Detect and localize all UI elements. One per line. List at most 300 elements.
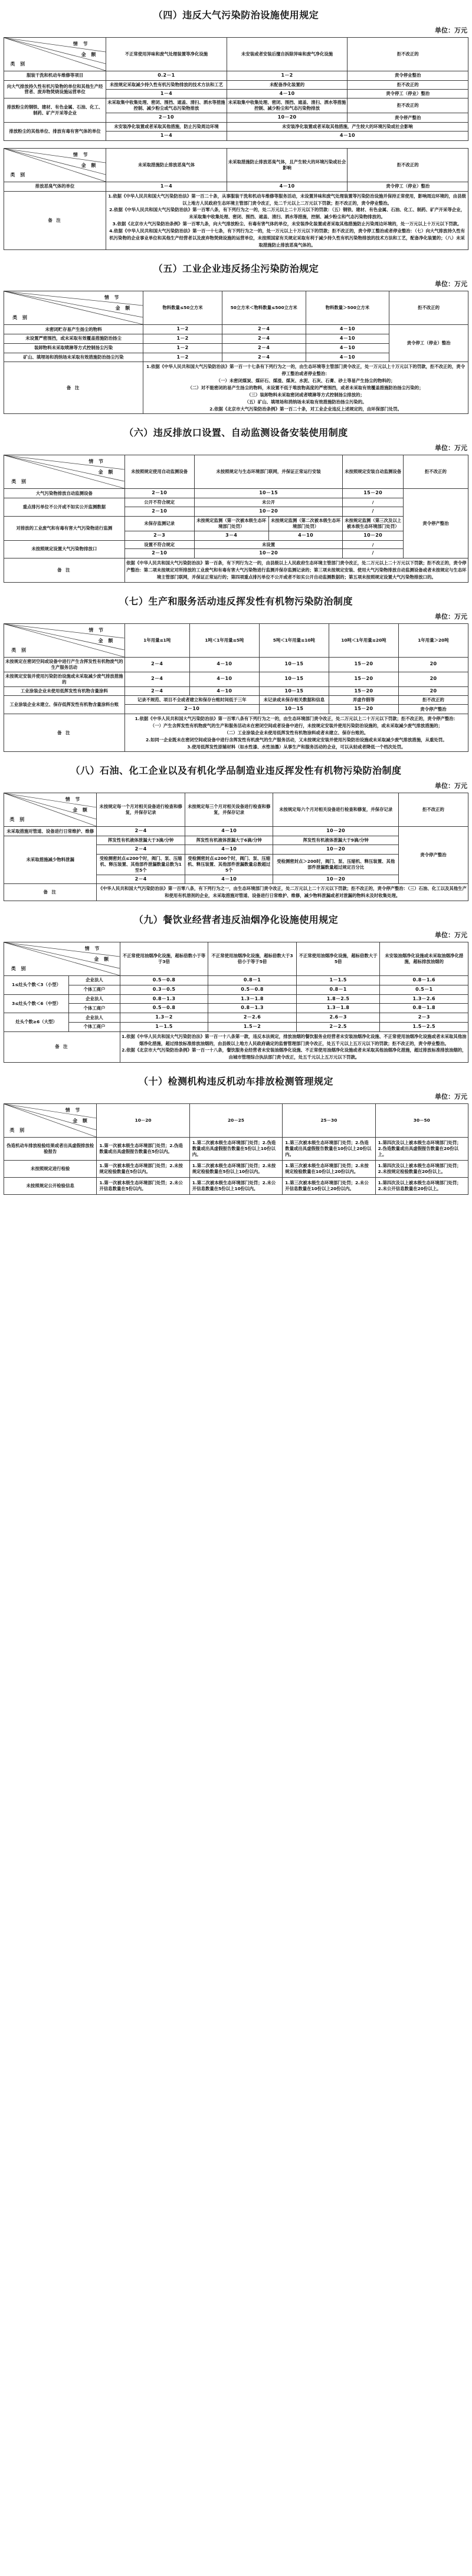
corner-header-cell (4, 148, 106, 182)
condition-text: 1.第二次被本级生态环境部门处罚；2.未公开信息数量在5份以上10份以内。 (189, 1177, 282, 1194)
corner-label-amount: 金 额 (94, 956, 111, 962)
penalty-result: 责令停工（停业）整治 (348, 89, 468, 98)
penalty-value: 15－20 (329, 672, 398, 686)
condition-text: 未按规定采取减少持久性有机污染物排放的技术方法和工艺 (106, 80, 227, 89)
table-row (4, 489, 468, 498)
table-section-10 (4, 1103, 468, 1195)
corner-label-category: 类 别 (11, 479, 28, 485)
penalty-value: 10－15 (259, 657, 329, 672)
penalty-result: 责令停产整治 (348, 113, 468, 123)
row-category: 工业涂装企业未使用低挥发性有机物含量涂料 (4, 686, 125, 696)
penalty-value: 1.3－1.8 (208, 994, 297, 1004)
penalty-result: 责令停工（停业）整治 (389, 325, 468, 362)
penalty-value: 10－15 (259, 686, 329, 696)
row-category: 未按规定在密闭空间或设备中进行产生含挥发性有机物废气的生产服务活动 (4, 657, 125, 672)
penalty-value: 10－20 (273, 875, 398, 884)
row-category: 未密闭贮存易产生扬尘的物料 (4, 325, 143, 334)
condition-text: 受检测密封点≤200个时，阀门、泵、压缩机、释压装置、其他部件泄漏数量总数为1至5个 (97, 854, 185, 875)
condition-text: 1.第四次及以上被本级生态环境部门处罚；2.伪造数量或出具虚假报告数量在20份以上。 (375, 1137, 468, 1160)
column-header: 1年用量≤1吨 (124, 623, 189, 657)
section-title-8: （八）石油、化工企业以及有机化学品制造业违反挥发性有机物污染防治制度 (70, 765, 402, 777)
penalty-value: 3－4 (194, 531, 268, 540)
table-row (4, 123, 468, 132)
notes-body (120, 1031, 468, 1062)
table-section-7 (4, 623, 468, 753)
corner-label-circumstance: 情 节 (65, 797, 82, 803)
table-row (4, 657, 468, 672)
corner-header-cell (4, 291, 143, 325)
penalty-value: 4－10 (227, 89, 348, 98)
table-row (4, 994, 468, 1004)
penalty-value: 1.3－1.8 (296, 1004, 380, 1013)
unit-label-8: 单位：万元 (435, 782, 467, 790)
condition-text: 1.第二次被本级生态环境部门处罚；2.伪造数量或出具虚假报告数量在5份以上10份以内。 (189, 1137, 282, 1160)
table-section-4 (4, 37, 468, 141)
penalty-value: 4－10 (185, 845, 273, 854)
column-header: 未按规定每六个月对相关设备进行检查和修复，并保存记录 (273, 793, 398, 827)
notes-row (4, 558, 468, 583)
column-header: 10吨＜1年用量≤20吨 (329, 623, 398, 657)
row-category: 工业涂装企业未建立、保存低挥发性有机物含量涂料台账 (4, 696, 125, 714)
column-header: 拒不改正的 (348, 148, 468, 182)
column-header: 25－30 (283, 1103, 375, 1137)
condition-text: 未按规定监测（第二次被本级生态环境部门处罚） (268, 516, 343, 531)
penalty-value: 1.5－2.5 (380, 1022, 468, 1031)
corner-label-circumstance: 情 节 (88, 627, 106, 633)
row-category: 伪造机动车排放检验结果或者出具虚假排放检验报告 (4, 1137, 97, 1160)
penalty-value: 2－10 (106, 113, 227, 123)
penalty-value: 4－10 (306, 334, 389, 344)
condition-text: 1.第一次被本级生态环境部门处罚；2.未按规定检验数量在5份以内。 (97, 1160, 189, 1177)
notes-row (4, 884, 468, 901)
condition-text: 1.第四次及以上被本级生态环境部门处罚；2.未公开信息数量在20份以上。 (375, 1177, 468, 1194)
notes-label: 备 注 (4, 362, 143, 414)
corner-label-amount: 金 额 (81, 51, 98, 57)
penalty-value: 20 (398, 672, 468, 686)
note-item: （三）装卸物料未采取密闭或者喷淋等方式控制扬尘排放的； (247, 392, 365, 397)
corner-label-circumstance: 情 节 (73, 152, 90, 157)
corner-label-category: 类 别 (10, 61, 27, 67)
note-item: （五）矿山、填埋场和消纳场未采取有效措施防治扬尘污染的。 (244, 399, 367, 405)
condition-text: 挥发性有机液体泄漏大于6滴/分钟 (185, 836, 273, 845)
corner-label-circumstance: 情 节 (73, 41, 90, 47)
note-item: 3.依据《北京市大气污染防治条例》第一百零九条，向大气排放粉尘、有毒有害气体的单位，未安装净化装置或者采取其他措施防止污染周边环境的，处一万元以上十万元以下罚款。 (112, 221, 462, 227)
penalty-value: 2－4 (124, 672, 189, 686)
penalty-value: 15－20 (343, 489, 403, 498)
corner-header-cell (4, 793, 97, 827)
row-category: 装卸物料未采取喷淋等方式控制扬尘污染 (4, 343, 143, 353)
table-row (4, 1177, 468, 1194)
notes-label: 备 注 (4, 714, 125, 752)
corner-label-amount: 金 额 (98, 469, 115, 475)
table-header-row (4, 1103, 468, 1137)
note-item: 2.依据《北京市大气污染防治条例》第一百一十八条，餐饮服务业经营者未安装油烟净化设施、不正常使用油烟净化设施或者未采取其他油烟净化措施，超过排放标准排放油烟的，由城市管理综合执法部门责令改正，处五千元以上五万元以下罚款。 (122, 1047, 467, 1060)
penalty-value: / (343, 507, 403, 516)
column-header: 1年用量＞20吨 (398, 623, 468, 657)
table-row (4, 696, 468, 705)
penalty-result: 责令停工（停业）整治 (348, 182, 468, 191)
column-header: 物料数量＞500立方米 (306, 291, 389, 325)
column-header: 30－50 (375, 1103, 468, 1137)
condition-text: 未安装净化装置或者采取其他措施，防止污染周边环境 (106, 123, 227, 132)
column-header: 物料数量≤50立方米 (143, 291, 222, 325)
column-header: 未按照规定与生态环境部门联网，并保证正常运行安装 (194, 455, 343, 489)
note-item: （二）工业涂装企业未使用低挥发性有机物涂料或者未建立、保存台账的。 (224, 730, 369, 735)
row-category: 排放粉尘的钢铁、建材、有色金属、石油、化工、制药、矿产开采等企业 (4, 98, 106, 123)
table-row (4, 1160, 468, 1177)
table-header-row (4, 942, 468, 975)
table-section-4b (4, 148, 468, 251)
penalty-value: 10－20 (194, 549, 343, 558)
penalty-value: 4－10 (306, 325, 389, 334)
note-item: 1.依据《中华人民共和国大气污染防治法》第一百零八条有下列行为之一的，由生态环境部门责令改正，处二万元以上二十万元以下罚款；拒不改正的，责令停产整治： (135, 716, 458, 722)
penalty-value: 1－1.5 (296, 975, 380, 985)
column-header: 拒不改正的 (348, 37, 468, 71)
note-item: 2.如同一企业既未在密闭空间或设备中进行含挥发性有机废气的生产服务活动，又未按规定安装并使用污染防治设施或未采取减少废气排放措施，从重处罚。 (146, 737, 447, 742)
table-section-9 (4, 942, 468, 1063)
column-header: 1吨＜1年用量≤5吨 (189, 623, 259, 657)
row-category: 1≤灶头个数＜3（小型） (4, 975, 69, 994)
corner-header-cell (4, 623, 125, 657)
section-title-5: （五）工业企业违反扬尘污染防治规定 (153, 263, 319, 275)
column-header: 未安装或者安装后擅自拆除异味和废气净化设施 (227, 37, 348, 71)
corner-label-category: 类 别 (9, 1128, 27, 1133)
table-row (4, 80, 468, 89)
column-header: 50立方米＜物料数量≤500立方米 (222, 291, 306, 325)
penalty-value: 20 (398, 657, 468, 672)
notes-label: 备 注 (4, 191, 106, 250)
penalty-value: 15－20 (329, 657, 398, 672)
penalty-value: 1.8－2.5 (296, 994, 380, 1004)
penalty-value: 10－20 (227, 113, 348, 123)
penalty-value: 1－2 (143, 353, 222, 362)
condition-text: 公开不符合规定 (124, 498, 194, 507)
penalty-value: 10－15 (259, 705, 329, 714)
penalty-value: 1.3－2.6 (380, 994, 468, 1004)
note-item: （一）产生含挥发性有机物废气的生产和服务活动未在密闭空间或者设备中进行，未按规定安装并使用污染防治设施的，或未采取减少废气排放措施的； (150, 722, 442, 728)
row-category: 未按照规定进行检验 (4, 1160, 97, 1177)
notes-body (97, 884, 468, 901)
condition-text: 1.第二次被本级生态环境部门处罚；2.未按规定检验数量在5份以上10份以内。 (189, 1160, 282, 1177)
corner-label-amount: 金 额 (81, 162, 98, 168)
row-subject: 企业法人 (69, 1013, 120, 1023)
table-row (4, 540, 468, 549)
column-header: 未按规定每一个月对相关设备进行检查和修复，并保存记录 (97, 793, 185, 827)
penalty-value: 0.8－1 (208, 975, 297, 985)
penalty-result: 拒不改正的 (348, 98, 468, 113)
penalty-value: 1－1.5 (120, 1022, 208, 1031)
penalty-value: 0.3－0.5 (120, 985, 208, 994)
note-item: 1.依据《中华人民共和国大气污染防治法》第一百一十七条有下列行为之一的，由生态环境等主管部门责令改正，处一万元以上十万元以下的罚款，拒不改正的，责令停工整治或者停业整治： (146, 364, 466, 377)
row-category: 排放恶臭气体的单位 (4, 182, 106, 191)
condition-text: 1.第三次被本级生态环境部门处罚；2.伪造数量或出具虚假报告数量在10份以上20份以内。 (283, 1137, 375, 1160)
condition-text: 1.第一次被本级生态环境部门处罚；2.未公开信息数量在5份以内。 (97, 1177, 189, 1194)
table-section-5 (4, 291, 468, 414)
table-row (4, 985, 468, 994)
penalty-result: 责令停产整治 (398, 705, 468, 714)
column-header: 未按照规定安装自动监测设备 (343, 455, 403, 489)
table-row (4, 71, 468, 80)
condition-text: 弄虚作假等 (329, 696, 398, 705)
penalty-value: 1－2 (143, 334, 222, 344)
condition-text: 未配备净化装置的 (227, 80, 348, 89)
corner-label-circumstance: 情 节 (65, 1107, 82, 1113)
unit-label-6: 单位：万元 (435, 444, 467, 452)
penalty-value: 4－10 (306, 353, 389, 362)
column-header: 不正常使用异味和废气处理装置等净化设施 (106, 37, 227, 71)
row-subject: 个体工商户 (69, 1004, 120, 1013)
row-category: 3≤灶头个数＜6（中型） (4, 994, 69, 1013)
penalty-value: 0.5－0.8 (208, 985, 297, 994)
penalty-value: 10－20 (273, 827, 398, 836)
table-row (4, 1137, 468, 1160)
penalty-value: 0.8－1.3 (208, 1004, 297, 1013)
penalty-value: 2－2.6 (208, 1013, 297, 1023)
penalty-value: 4－10 (185, 827, 273, 836)
corner-label-category: 类 别 (9, 817, 27, 823)
column-header: 未采取措施防止排放恶臭气体，且产生较大的环境污染或社会影响 (227, 148, 348, 182)
corner-label-category: 类 别 (11, 647, 28, 653)
condition-text: 未按规定监测（第一次被本级生态环境部门处罚） (194, 516, 268, 531)
note-item: 《中华人民共和国大气污染防治法》第一百零八条，有下列行为之一，由生态环境部门责令改正，处二万元以上二十万元以下罚款；拒不改正的，责令停产整治：（三）石油、化工以及其他生产和使用有机溶剂的企业，未采取措施对管道、设备进行日常维护、维修，减少物料泄漏或者对泄漏的物料未及时收集处理。 (98, 886, 467, 899)
penalty-value: 0.8－1.6 (380, 975, 468, 985)
row-category: 未设置严密围挡，或未采取有效覆盖措施防治扬尘 (4, 334, 143, 344)
condition-text: 挥发性有机液体泄漏大于9滴/分钟 (273, 836, 398, 845)
row-category: 服装干洗和机动车维修等项目 (4, 71, 106, 80)
penalty-value: 15－20 (329, 705, 398, 714)
penalty-value: 2－10 (124, 549, 194, 558)
condition-text: 设置不符合规定 (124, 540, 194, 549)
row-subject: 个体工商户 (69, 985, 120, 994)
condition-text: 拒不改正的 (398, 696, 468, 705)
notes-row (4, 191, 468, 250)
column-header: 不正常使用油烟净化设施，超标倍数大于3倍小于等于5倍 (208, 942, 297, 975)
corner-header-cell (4, 455, 125, 489)
condition-text: / (343, 498, 403, 507)
penalty-value: / (343, 549, 403, 558)
notes-body (124, 714, 468, 752)
penalty-value: 2－4 (97, 827, 185, 836)
note-item: （二）对不能密闭的易产生扬尘的物料，未设置不低于堆放物高度的严密围挡，或者未采取有效覆盖措施防治扬尘污染的； (188, 385, 424, 390)
column-header: 未安装油烟净化设施或未采取油烟净化措施，超标排放油烟的 (380, 942, 468, 975)
corner-label-circumstance: 情 节 (84, 945, 101, 951)
corner-label-amount: 金 额 (98, 638, 115, 643)
column-header: 未采取措施防止排放恶臭气体 (106, 148, 227, 182)
condition-text: 未安装净化装置或者采取其他措施，产生较大的环境污染或社会影响 (227, 123, 468, 132)
corner-label-category: 类 别 (10, 172, 27, 178)
note-item: 1.依据《中华人民共和国大气污染防治法》第一百一十八条第一款，违反本法规定，排放油烟的餐饮服务业经营者未安装油烟净化设施、不正常使用油烟净化设施或者未采取其他油烟净化措施，超过排放标准排放油烟的，由县级以上地方人民政府确定的监督管理部门责令改正，处五千元以上五万元以下的罚款；拒不改正的，责令停业整治。 (122, 1033, 467, 1046)
section-title-6: （六）违反排放口设置、自动监测设备安装使用制度 (124, 427, 348, 439)
section-title-9: （九）餐饮业经营者违反油烟净化设施使用规定 (133, 914, 339, 926)
column-header: 不正常使用油烟净化设施，超标倍数小于等于3倍 (120, 942, 208, 975)
condition-text: 未采取集中收集处理、密闭、围挡、遮盖、清扫、洒水等措施控制、减少粉尘或气态污染物排放 (106, 98, 227, 113)
table-row (4, 686, 468, 696)
section-title-7: （七）生产和服务活动违反挥发性有机物污染防治制度 (119, 595, 353, 607)
corner-label-amount: 金 额 (73, 807, 89, 813)
row-category: 灶头个数≥6（大型） (4, 1013, 69, 1032)
table-section-8 (4, 793, 468, 901)
unit-label-10: 单位：万元 (435, 1092, 467, 1100)
penalty-value: 2－3 (124, 531, 194, 540)
penalty-value: 2－10 (124, 705, 259, 714)
table-row (4, 98, 468, 113)
note-item: 3.使用低挥发性原辅材料（如水性漆、水性油墨）从事生产和服务活动的企业，可以从轻或者降低一个档次处罚。 (187, 744, 406, 750)
penalty-value: 2－4 (222, 353, 306, 362)
unit-label-5: 单位：万元 (435, 280, 467, 288)
penalty-value: 4－10 (189, 657, 259, 672)
penalty-value: 1－2 (143, 325, 222, 334)
unit-label-9: 单位：万元 (435, 931, 467, 939)
penalty-value: 0.8－1.8 (380, 1004, 468, 1013)
row-category: 未采取措施减少物料泄漏 (4, 836, 97, 884)
note-item: 4.依据《中华人民共和国大气污染防治法》第一百一十七条，有下列行为之一的，处一万元以上十万元以下的罚款；拒不改正的，责令停工整治或者停业整治：（七）向大气排放持久性有机污染物的企业事业单位和其他生产经营者以及废弃物焚烧设施的运营单位，未按照国家有关规定采取有利于减少持久性有机污染物排放的技术方法和工艺，配备净化装置的；（八）未采取措施防止排放恶臭气体的。 (109, 228, 466, 248)
table-row (4, 182, 468, 191)
penalty-value: 2－4 (222, 325, 306, 334)
column-header: 拒不改正的 (389, 291, 468, 325)
penalty-value: 4－10 (268, 531, 343, 540)
penalty-value: 15－20 (329, 686, 398, 696)
table-row (4, 827, 468, 836)
penalty-value: 0.2－1 (106, 71, 227, 80)
notes-label: 备 注 (4, 884, 97, 901)
note-item: 2.依据《中华人民共和国大气污染防治法》第一百零八条，有下列行为之一的，处二万元以上二十万元以下的罚款：（五）钢铁、建材、有色金属、石油、化工、制药、矿产开采等企业，未采取集中收集处理、密闭、围挡、遮盖、清扫、洒水等措施，控制、减少粉尘和气态污染物排放的。 (109, 207, 466, 220)
penalty-value: 4－10 (189, 686, 259, 696)
column-header: 不正常使用油烟净化设施，超标倍数大于5倍 (296, 942, 380, 975)
corner-label-amount: 金 额 (73, 1118, 89, 1123)
penalty-value: 1－2 (227, 71, 348, 80)
table-row (4, 498, 468, 507)
note-item: 依据《中华人民共和国大气污染防治法》第一百条，有下列行为之一的，由县级以上人民政府生态环境主管部门责令改正，处二万元以上二十万元以下罚款；拒不改正的，责令停产整治：第二项未按规定对所排放的工业废气和有毒有害大气污染物进行监测并保存监测记录的；第三项未按规定安装、使用大气污染物排放自动监测设备或者未按规定与生态环境主管部门联网，并保证正常运行的；第四项重点排污单位不公开或者不如实公开自动监测数据的；第五项未按照规定设置大气污染物排放口的。 (126, 560, 467, 580)
notes-body (124, 558, 468, 583)
notes-body (106, 191, 468, 250)
penalty-value: 1－4 (106, 89, 227, 98)
column-header: 拒不改正的 (398, 793, 468, 827)
corner-header-cell (4, 942, 120, 975)
penalty-value: 1.3－2 (120, 1013, 208, 1023)
penalty-value: 1.5－2 (208, 1022, 297, 1031)
penalty-value: 2－4 (97, 875, 185, 884)
penalty-value: 2.6－3 (296, 1013, 380, 1023)
penalty-value: 2－2.5 (296, 1022, 380, 1031)
table-row (4, 672, 468, 686)
penalty-value: 4－10 (306, 343, 389, 353)
corner-header-cell (4, 1103, 97, 1137)
section-title-10: （十）检测机构违反机动车排放检测管理规定 (138, 1076, 333, 1087)
table-header-row (4, 37, 468, 71)
condition-text: 未公开 (194, 498, 343, 507)
penalty-value: 2－4 (222, 334, 306, 344)
penalty-value: 4－10 (189, 672, 259, 686)
document-page (0, 9, 472, 1207)
unit-label-7: 单位：万元 (435, 612, 467, 620)
table-header-row (4, 793, 468, 827)
row-subject: 个体工商户 (69, 1022, 120, 1031)
condition-text: 挥发性有机液体泄漏大于3滴/分钟 (97, 836, 185, 845)
penalty-value: 1－4 (106, 182, 227, 191)
penalty-value: 10－15 (259, 672, 329, 686)
penalty-value: 0.5－0.8 (120, 1004, 208, 1013)
corner-header-cell (4, 37, 106, 71)
penalty-value: 2－4 (124, 686, 189, 696)
penalty-value: 1－4 (106, 132, 227, 141)
corner-label-circumstance: 情 节 (88, 459, 106, 465)
table-section-6 (4, 455, 468, 583)
penalty-value: 20 (398, 686, 468, 696)
row-subject: 企业法人 (69, 994, 120, 1004)
condition-text: 未按规定监测（第三次及以上被本级生态环境部门处罚） (343, 516, 403, 531)
penalty-value: 2－4 (222, 343, 306, 353)
penalty-result: 拒不改正的 (348, 80, 468, 89)
penalty-value: 4－10 (185, 875, 273, 884)
penalty-value: 2－10 (124, 489, 194, 498)
column-header: 20－25 (189, 1103, 282, 1137)
row-subject: 企业法人 (69, 975, 120, 985)
table-row (4, 325, 468, 334)
penalty-value: 10－20 (194, 507, 343, 516)
penalty-result: 责令停产整治 (398, 827, 468, 884)
row-category: 未按照规定设置大气污染物排放口 (4, 540, 125, 558)
row-category: 对排放的工业废气和有毒有害大气污染物进行监测 (4, 516, 125, 540)
notes-row (4, 714, 468, 752)
penalty-value: 2－4 (97, 845, 185, 854)
row-category: 重点排污单位不公开或不如实公开监测数据 (4, 498, 125, 516)
row-category: 未按规定安装并使用污染防治设施或未采取减少废气排放措施的 (4, 672, 125, 686)
table-header-row (4, 148, 468, 182)
penalty-value: 0.8－1.3 (120, 994, 208, 1004)
penalty-value: 4－10 (227, 182, 348, 191)
table-row (4, 1022, 468, 1031)
table-header-row (4, 623, 468, 657)
penalty-value: 0.8－1 (296, 985, 380, 994)
corner-label-category: 类 别 (11, 966, 28, 972)
penalty-result: 责令停业整治 (348, 71, 468, 80)
notes-body (143, 362, 468, 414)
note-item: （一）未密闭煤炭、煤矸石、煤渣、煤灰、水泥、石灰、石膏、砂土等易产生扬尘的物料的； (216, 378, 395, 384)
condition-text: 1.第三次被本级生态环境部门处罚；2.未公开信息数量在10份以上20份以内。 (283, 1177, 375, 1194)
row-category: 大气污染物排放自动监测设备 (4, 489, 125, 498)
table-header-row (4, 455, 468, 489)
penalty-value: 2－4 (124, 657, 189, 672)
penalty-result: 责令停产整治 (403, 489, 468, 558)
row-category: 排放粉尘的其他单位、排放有毒有害气体的单位 (4, 123, 106, 141)
notes-label: 备 注 (4, 1031, 120, 1062)
condition-text: / (343, 540, 403, 549)
penalty-value: 2－10 (124, 507, 194, 516)
notes-label: 备 注 (4, 558, 125, 583)
notes-row (4, 362, 468, 414)
corner-label-circumstance: 情 节 (104, 295, 121, 301)
column-header: 10－20 (97, 1103, 189, 1137)
row-category: 矿山、填埋场和消纳场未采取有效措施防治扬尘污染 (4, 353, 143, 362)
table-header-row (4, 291, 468, 325)
table-row (4, 1004, 468, 1013)
unit-label-4: 单位：万元 (435, 26, 467, 34)
condition-text: 记录不规范、项目不全或者建立和保存台账时间低于三年 (124, 696, 259, 705)
notes-row (4, 1031, 468, 1062)
condition-text: 受检测密封点≤200个时，阀门、泵、压缩机、释压装置、其他部件泄漏数量总数超过5个 (185, 854, 273, 875)
penalty-value: 10－20 (343, 531, 403, 540)
penalty-value: 10－20 (273, 845, 398, 854)
row-category: 未按照规定公开检验信息 (4, 1177, 97, 1194)
table-row (4, 975, 468, 985)
penalty-value: 1－2 (143, 343, 222, 353)
penalty-value: 0.5－1 (380, 985, 468, 994)
condition-text: 1.第一次被本级生态环境部门处罚；2.伪造数量或出具虚假报告数量在5份以内。 (97, 1137, 189, 1160)
penalty-value: 0.5－0.8 (120, 975, 208, 985)
note-item: 2.依据《北京市大气污染防治条例》第一百二十条，对工业企业违反上述规定的，由环保部门处罚。 (209, 406, 402, 412)
row-category: 向大气排放持久性有机污染物的单位和其他生产经营者、废弃物焚烧设施运营单位 (4, 80, 106, 98)
condition-text: 未设置 (194, 540, 343, 549)
